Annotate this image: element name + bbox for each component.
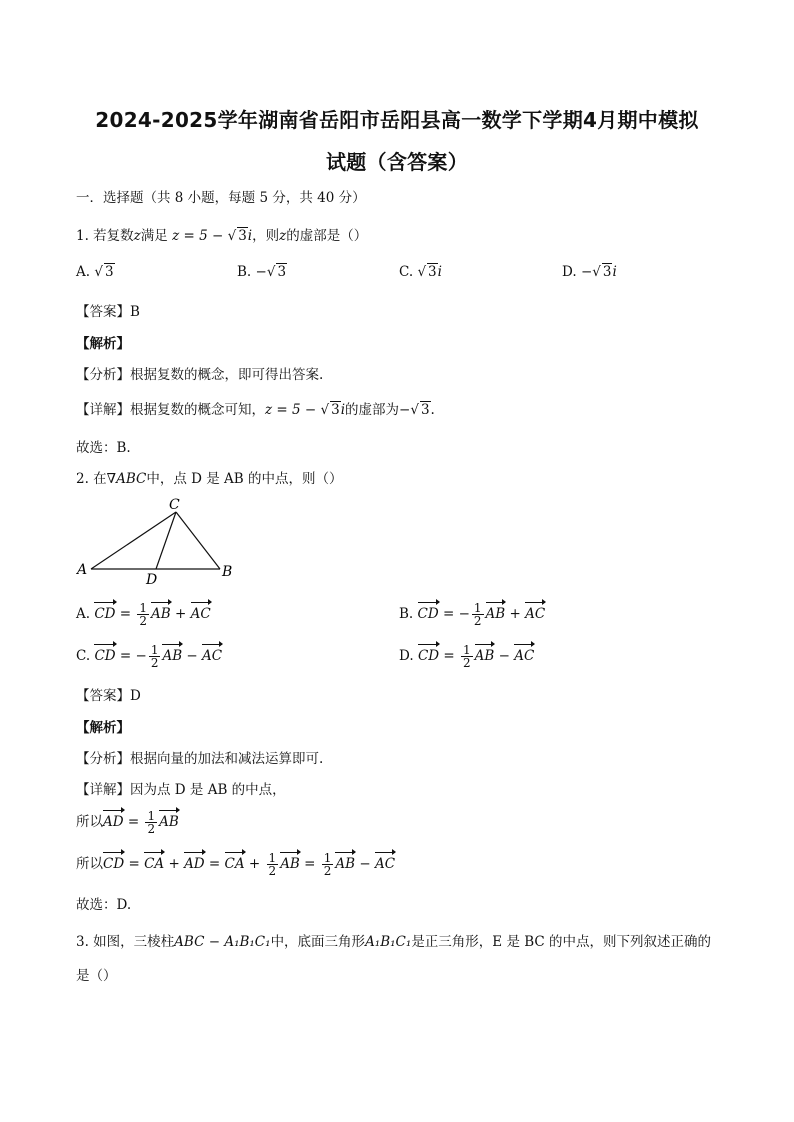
question-2-option-b: B. CD = − $\frac{1}{2}$ AB + AC: [399, 601, 546, 628]
question-1-option-c: C. √ 3i: [399, 264, 442, 280]
question-1-option-a: A. √ 3: [76, 264, 114, 280]
median-cd: [156, 512, 176, 569]
question-3-stem: 3. 如图，三棱柱ABC − A₁B₁C₁中，底面三角形A₁B₁C₁是正三角形，E 是 BC 的中点，则下列叙述正确的: [76, 934, 712, 950]
question-1-stem: 1. 若复数z满足 z = 5 − √ 3i，则z的虚部是（）: [76, 228, 368, 244]
question-2-option-d: D. CD = $\frac{1}{2}$ AB − AC: [399, 643, 535, 670]
document-title-line-1: 2024-2025学年湖南省岳阳市岳阳县高一数学下学期4月期中模拟: [95, 108, 699, 132]
question-2-analysis-heading: 【解析】: [76, 720, 130, 736]
question-2-option-a: A. CD = $\frac{1}{2}$ AB + AC: [76, 601, 211, 628]
vertex-label-b: B: [222, 564, 233, 580]
question-1-option-b: B. −√ 3: [237, 264, 287, 280]
question-2-choice: 故选：D.: [76, 897, 132, 913]
point-label-d: D: [146, 572, 158, 588]
question-3-stem-continued: 是（）: [76, 968, 117, 984]
question-2-analysis: 【分析】根据向量的加法和减法运算即可.: [76, 751, 324, 767]
question-1-analysis-heading: 【解析】: [76, 336, 130, 352]
document-title-line-2: 试题（含答案）: [325, 150, 469, 174]
question-1-option-d: D. −√ 3i: [562, 264, 617, 280]
edge-ca: [91, 512, 176, 569]
question-1-answer: 【答案】B: [76, 304, 140, 320]
question-2-stem: 2. 在∇ABC中，点 D 是 AB 的中点，则（）: [76, 471, 343, 487]
question-2-detail: 【详解】因为点 D 是 AB 的中点，: [76, 782, 286, 798]
question-2-answer: 【答案】D: [76, 688, 141, 704]
question-1-analysis: 【分析】根据复数的概念，即可得出答案.: [76, 367, 324, 383]
question-2-step-1: 所以AD = $\frac{1}{2}$ AB: [76, 809, 179, 836]
question-1-detail: 【详解】根据复数的概念可知，z = 5 − √ 3i的虚部为−√ 3.: [76, 402, 435, 418]
vertex-label-c: C: [169, 497, 180, 513]
edge-cb: [176, 512, 220, 569]
question-1-choice: 故选：B.: [76, 440, 131, 456]
vertex-label-a: A: [77, 562, 88, 578]
section-heading: 一．选择题（共 8 小题，每题 5 分，共 40 分）: [76, 190, 366, 206]
triangle-figure: [74, 494, 244, 590]
question-2-step-2: 所以CD = CA + AD = CA + $\frac{1}{2}$ AB = $\frac{1}{2}$ AB − AC: [76, 851, 396, 878]
question-2-option-c: C. CD = − $\frac{1}{2}$ AB − AC: [76, 643, 223, 670]
